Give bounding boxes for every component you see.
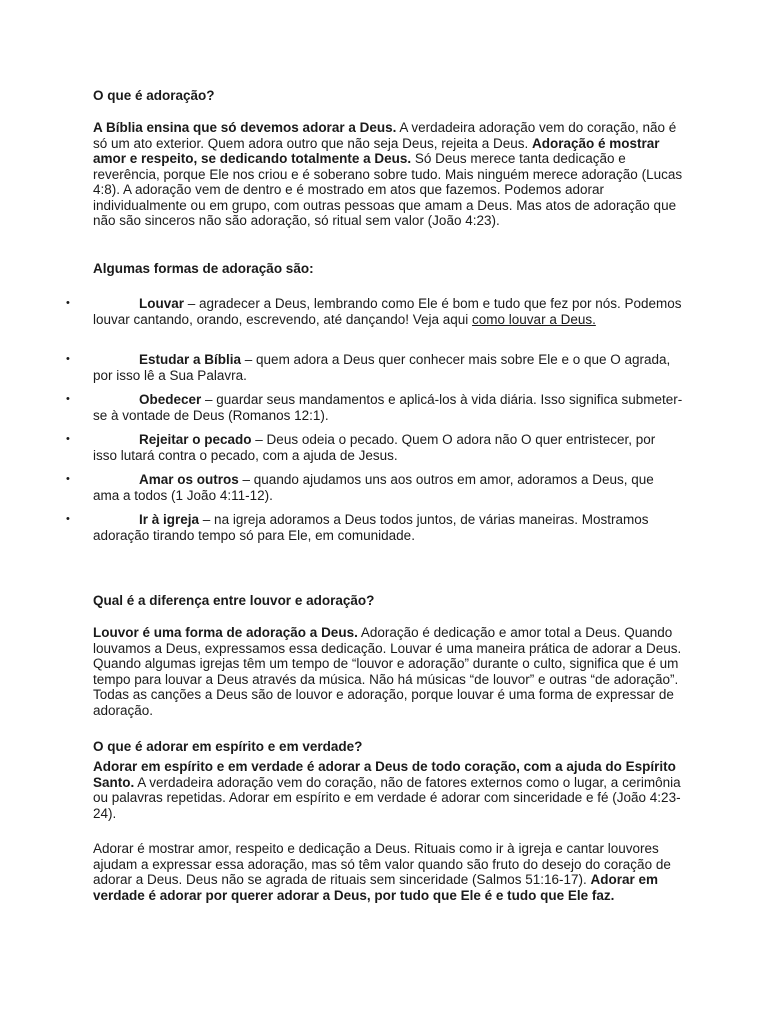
list-item-title: Estudar a Bíblia	[139, 352, 242, 367]
list-item-body: – Deus odeia o pecado. Quem O adora não O quer entristecer, por isso lutará contra o pecado, com a ajuda de Jesus.	[93, 432, 656, 463]
list-item-title: Ir à igreja	[139, 512, 200, 527]
paragraph-spirit-and-truth	[93, 759, 683, 821]
bullet-icon: •	[66, 513, 70, 525]
list-item-title: Obedecer	[139, 392, 202, 407]
bullet-icon: •	[66, 297, 70, 309]
paragraph-praise-vs-worship	[93, 625, 683, 718]
bold-text: Adoração é mostrar amor e respeito, se dedicando totalmente a Deus.	[93, 135, 660, 166]
list-item-body: – quem adora a Deus quer conhecer mais sobre Ele e o que O agrada, por isso lê a Sua Palavra.	[93, 352, 671, 383]
body-text: Adorar é mostrar amor, respeito e dedicação a Deus. Rituais como ir à igreja e cantar louvores ajudam a expressar essa adoração, mas só têm valor quando são fruto do desejo do coração de adorar a Deus. Deus não se agrada de rituais sem sinceridade (Salmos 51:16-17).	[93, 841, 671, 887]
bold-text: Adorar em espírito e em verdade é adorar a Deus de todo coração, com a ajuda do Espírito Santo.	[93, 759, 676, 790]
heading-what-is-worship: O que é adoração?	[93, 88, 215, 103]
list-item-title: Rejeitar o pecado	[139, 432, 252, 447]
list-item-text	[93, 512, 683, 543]
list-item-body: – na igreja adoramos a Deus todos juntos, de várias maneiras. Mostramos adoração tirando tempo só para Ele, em comunidade.	[93, 512, 649, 543]
bold-text: Adorar em verdade é adorar por querer adorar a Deus, por tudo que Ele é e tudo que Ele faz.	[93, 872, 659, 903]
list-item-title: Louvar	[139, 296, 185, 311]
bullet-icon: •	[66, 473, 70, 485]
bullet-icon: •	[66, 393, 70, 405]
list-item-text	[93, 432, 683, 463]
list-item-title: Amar os outros	[139, 472, 239, 487]
bullet-icon: •	[66, 433, 70, 445]
heading-forms-of-worship: Algumas formas de adoração são:	[93, 261, 314, 276]
list-item-text	[93, 472, 683, 503]
praise-link[interactable]: como louvar a Deus.	[472, 311, 596, 327]
bullet-icon: •	[66, 353, 70, 365]
list-item-text	[93, 352, 683, 383]
list-item-body: – guardar seus mandamentos e aplicá-los à vida diária. Isso significa submeter-se à vontade de Deus (Romanos 12:1).	[93, 392, 683, 423]
list-item-body: – quando ajudamos uns aos outros em amor, adoramos a Deus, que ama a todos (1 João 4:11-12).	[93, 472, 654, 503]
bold-text: Louvor é uma forma de adoração a Deus.	[93, 625, 358, 640]
heading-spirit-and-truth: O que é adorar em espírito e em verdade?	[93, 739, 363, 754]
body-text: Só Deus merece tanta dedicação e reverência, porque Ele nos criou e é soberano sobre tudo. Mais ninguém merece adoração (Lucas 4:8). A adoração vem de dentro e é mostrado em atos que fazemos. Podemos adorar individualmente ou em grupo, com outras pessoas que amam a Deus. Mas atos de adoração que não são sinceros não são adoração, só ritual sem valor (João 4:23).	[93, 151, 683, 228]
body-text: Adoração é dedicação e amor total a Deus. Quando louvamos a Deus, expressamos essa dedicação. Louvar é uma maneira prática de adorar a Deus. Quando algumas igrejas têm um tempo de “louvor e adoração” durante o culto, significa que é um tempo para louvar a Deus através da música. Não há músicas “de louvor” e outras “de adoração”. Todas as canções a Deus são de louvor e adoração, porque louvar é uma forma de expressar de adoração.	[93, 625, 682, 718]
body-text: A verdadeira adoração vem do coração, não de fatores externos como o lugar, a cerimônia ou palavras repetidas. Adorar em espírito e em verdade é adorar com sinceridade e fé (João 4:23-24).	[93, 774, 681, 821]
body-text: A verdadeira adoração vem do coração, não é só um ato exterior. Quem adora outro que não seja Deus, rejeita a Deus.	[93, 120, 677, 151]
list-item-text	[93, 296, 683, 327]
heading-praise-vs-worship: Qual é a diferença entre louvor e adoração?	[93, 593, 375, 608]
list-item-text	[93, 392, 683, 423]
list-item-body: – agradecer a Deus, lembrando como Ele é bom e tudo que fez por nós. Podemos louvar cantando, orando, escrevendo, até dançando! Veja aqui	[93, 296, 682, 327]
paragraph-intro	[93, 120, 683, 229]
bold-text: A Bíblia ensina que só devemos adorar a Deus.	[93, 120, 397, 135]
paragraph-worship-meaning	[93, 841, 683, 903]
